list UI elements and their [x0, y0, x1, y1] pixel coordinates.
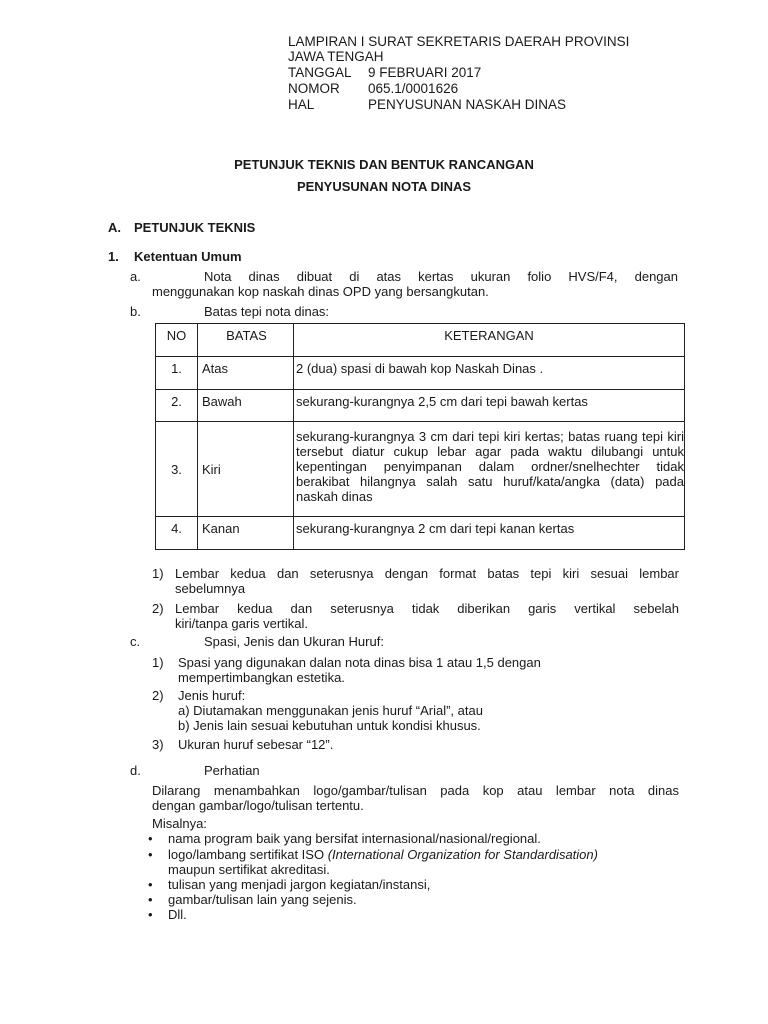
batas-tepi-table [155, 323, 685, 550]
page-title-line-2: PENYUSUNAN NOTA DINAS [296, 179, 472, 194]
list-item [148, 847, 598, 862]
list-item [148, 907, 187, 922]
section-a-marker: A. [108, 220, 121, 235]
header-no: NO [156, 324, 198, 357]
tanggal-value: 9 FEBRUARI 2017 [368, 65, 482, 80]
item-d-para-line-2: dengan gambar/logo/tulisan tertentu. [152, 798, 364, 813]
note-c2-line-1: Jenis huruf: [178, 688, 246, 703]
table-header-row [156, 324, 685, 357]
list-item [148, 831, 541, 846]
note-b2-line-1: Lembar kedua dan seterusnya tidak diberikan garis vertikal sebelah [175, 601, 679, 616]
table-row [156, 517, 685, 550]
note-c2-b: b) Jenis lain sesuai kebutuhan untuk kondisi khusus. [178, 718, 481, 733]
row-batas: Bawah [198, 390, 294, 422]
item-a-line-1: Nota dinas dibuat di atas kertas ukuran folio HVS/F4, dengan [204, 269, 678, 284]
note-b1-line-1: Lembar kedua dan seterusnya dengan format batas tepi kiri sesuai lembar [175, 566, 679, 581]
sub-1-marker: 1. [108, 249, 119, 264]
sub-1-label: Ketentuan Umum [134, 249, 242, 264]
header-line-2: JAWA TENGAH [288, 49, 384, 64]
row-keterangan: 2 (dua) spasi di bawah kop Naskah Dinas . [294, 357, 685, 390]
misalnya-label: Misalnya: [152, 816, 207, 831]
table-row [156, 422, 685, 517]
note-b1-marker: 1) [152, 566, 164, 581]
note-b1-line-2: sebelumnya [175, 581, 246, 596]
note-c2-a: a) Diutamakan menggunakan jenis huruf “Arial”, atau [178, 703, 483, 718]
row-no: 2. [156, 390, 198, 422]
list-item-continuation: maupun sertifikat akreditasi. [168, 862, 330, 877]
header-batas: BATAS [198, 324, 294, 357]
header-hal [288, 97, 566, 112]
note-c1-line-2: mempertimbangkan estetika. [178, 670, 345, 685]
header-nomor [288, 81, 458, 96]
item-a-line-2: menggunakan kop naskah dinas OPD yang bersangkutan. [152, 284, 489, 299]
header-line-1: LAMPIRAN I SURAT SEKRETARIS DAERAH PROVINSI [288, 34, 630, 49]
nomor-label: NOMOR [288, 81, 340, 96]
item-c-marker: c. [130, 634, 141, 649]
row-no: 3. [156, 422, 198, 517]
table-row [156, 390, 685, 422]
row-no: 4. [156, 517, 198, 550]
list-item-text: Dll. [168, 907, 187, 922]
section-a-label: PETUNJUK TEKNIS [134, 220, 256, 235]
row-batas: Kanan [198, 517, 294, 550]
bullet-icon: • [148, 831, 153, 846]
row-batas: Atas [198, 357, 294, 390]
list-item-text: logo/lambang sertifikat ISO [168, 847, 328, 862]
note-b2-marker: 2) [152, 601, 164, 616]
row-no: 1. [156, 357, 198, 390]
item-d-label: Perhatian [204, 763, 260, 778]
row-keterangan: sekurang-kurangnya 2,5 cm dari tepi bawah kertas [294, 390, 685, 422]
table-row [156, 357, 685, 390]
item-c-label: Spasi, Jenis dan Ukuran Huruf: [204, 634, 384, 649]
row-keterangan: sekurang-kurangnya 3 cm dari tepi kiri kertas; batas ruang tepi kiri tersebut diatur cukup lebar agar pada waktu dilubangi untuk kepentingan penyimpanan dalam ordner/snelhechter tidak berakibat hilangnya salah satu huruf/kata/angka (data) pada naskah dinas [294, 422, 685, 517]
header-tanggal [288, 65, 481, 80]
list-item-text: gambar/tulisan lain yang sejenis. [168, 892, 357, 907]
note-b2-line-2: kiri/tanpa garis vertikal. [175, 616, 308, 631]
note-c2-marker: 2) [152, 688, 164, 703]
bullet-icon: • [148, 847, 153, 862]
hal-value: PENYUSUNAN NASKAH DINAS [368, 97, 567, 112]
list-item [148, 877, 430, 892]
list-item-text: nama program baik yang bersifat internasional/nasional/regional. [168, 831, 541, 846]
bullet-icon: • [148, 877, 153, 892]
item-d-para-line-1: Dilarang menambahkan logo/gambar/tulisan pada kop atau lembar nota dinas [152, 783, 679, 798]
header-keterangan: KETERANGAN [294, 324, 685, 357]
item-a-marker: a. [130, 269, 141, 284]
row-keterangan: sekurang-kurangnya 2 cm dari tepi kanan kertas [294, 517, 685, 550]
tanggal-label: TANGGAL [288, 65, 352, 80]
note-c3-marker: 3) [152, 737, 164, 752]
list-item [148, 892, 357, 907]
item-d-marker: d. [130, 763, 141, 778]
page-title-line-1: PETUNJUK TEKNIS DAN BENTUK RANCANGAN [234, 157, 534, 172]
item-b-label: Batas tepi nota dinas: [204, 304, 330, 319]
bullet-icon: • [148, 892, 153, 907]
note-c1-line-1: Spasi yang digunakan dalan nota dinas bisa 1 atau 1,5 dengan [178, 655, 541, 670]
row-batas: Kiri [198, 422, 294, 517]
item-b-marker: b. [130, 304, 141, 319]
note-c1-marker: 1) [152, 655, 164, 670]
nomor-value: 065.1/0001626 [368, 81, 459, 96]
list-item-text: tulisan yang menjadi jargon kegiatan/instansi, [168, 877, 431, 892]
list-item-italic-text: (International Organization for Standardisation) [327, 847, 598, 862]
bullet-icon: • [148, 907, 153, 922]
hal-label: HAL [288, 97, 315, 112]
note-c3-line-1: Ukuran huruf sebesar “12”. [178, 737, 334, 752]
